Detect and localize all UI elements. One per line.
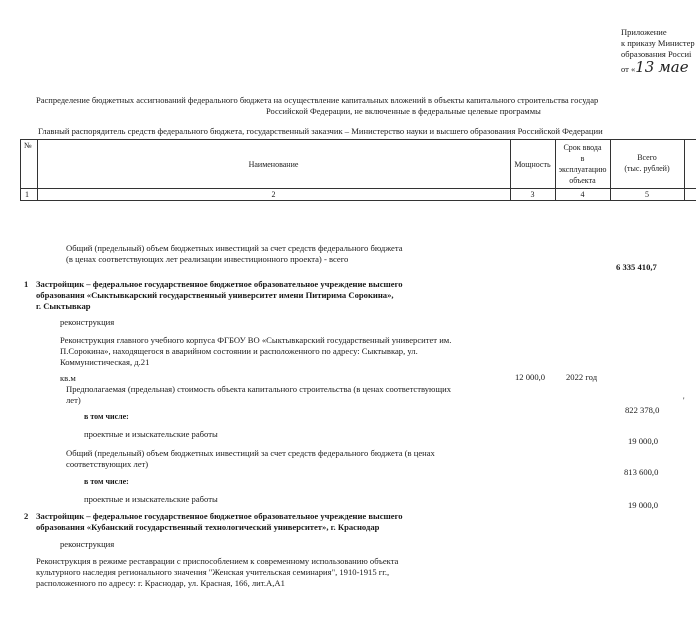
col-name-header: Наименование <box>248 160 299 169</box>
appendix-date <box>621 58 689 76</box>
col-index-1: 1 <box>25 190 29 199</box>
item-1-cost-mark: ' <box>683 395 685 405</box>
col-index-3: 3 <box>530 190 535 199</box>
col-total-header-1: Всего <box>637 153 657 162</box>
item-1-developer-line-2: образования «Сыктывкарский государственный университет имени Питирима Сорокина», <box>36 290 394 300</box>
item-2-object-line-2: культурного наследия регионального значения "Женская учительская семинария", 1910-1915 гг., <box>36 567 390 577</box>
item-2-kind: реконструкция <box>60 539 115 549</box>
item-1-unit: кв.м <box>60 373 76 383</box>
summary-total-value: 6 335 410,7 <box>616 262 657 272</box>
chief-distributor: Главный распорядитель средств федерального бюджета, государственный заказчик – Министерство науки и высшего образования Российской Федерации <box>38 126 603 136</box>
item-2-number: 2 <box>24 511 29 521</box>
col-index-5: 5 <box>645 190 649 199</box>
col-power-header: Мощность <box>514 160 551 169</box>
item-1-number: 1 <box>24 279 29 289</box>
summary-line-1: Общий (предельный) объем бюджетных инвестиций за счет средств федерального бюджета <box>66 243 403 253</box>
item-1-design-label-2: проектные и изыскательские работы <box>84 494 218 504</box>
appendix-month: мае <box>658 58 689 76</box>
item-1-design-label: проектные и изыскательские работы <box>84 429 218 439</box>
item-2-object-line-1: Реконструкция в режиме реставрации с приспособлением к современному использованию объекта <box>36 556 399 566</box>
appendix-date-prefix: от « <box>621 64 636 74</box>
item-2-developer-line-2: образования «Кубанский государственный технологический университет», г. Краснодар <box>36 522 380 532</box>
item-1-investment-value: 813 600,0 <box>624 467 659 477</box>
item-1-object-line-2: П.Сорокина», находящегося в аварийном состоянии и расположенного по адресу: Сыктывкар, ул. <box>60 346 418 356</box>
appendix-line-1: Приложение <box>621 27 667 37</box>
item-1-object-line-3: Коммунистическая, д.21 <box>60 357 150 367</box>
item-2-object-line-3: расположенного по адресу: г. Краснодар, ул. Красная, 166, лит.А,А1 <box>36 578 285 588</box>
appendix-day: 13 <box>635 58 655 76</box>
col-index-4: 4 <box>580 190 585 199</box>
item-2-developer-line-1: Застройщик – федеральное государственное бюджетное образовательное учреждение высшего <box>36 511 403 521</box>
summary-line-2: (в ценах соответствующих лет реализации инвестиционного проекта) - всего <box>66 254 349 264</box>
item-1-design-value: 19 000,0 <box>628 436 659 446</box>
document-title-line-2: Российской Федерации, не включенные в федеральные целевые программы <box>266 106 541 116</box>
item-1-object-line-1: Реконструкция главного учебного корпуса ФГБОУ ВО «Сыктывкарский государственный университет им. <box>60 335 452 345</box>
col-term-header-1: Срок ввода <box>563 143 602 152</box>
col-number-header: № <box>24 141 32 150</box>
col-term-header-2: в <box>580 154 585 163</box>
item-1-investment-line-1: Общий (предельный) объем бюджетных инвестиций за счет средств федерального бюджета (в ценах <box>66 448 435 458</box>
col-total-header-2: (тыс. рублей) <box>624 164 670 173</box>
document-title-line-1: Распределение бюджетных ассигнований федерального бюджета на осуществление капитальных вложений в объекты капитального строительства государ <box>36 95 599 105</box>
item-1-investment-line-2: соответствующих лет) <box>66 459 149 469</box>
col-index-2: 2 <box>271 190 276 199</box>
appendix-line-3: образования Россиі <box>621 49 692 59</box>
item-1-power: 12 000,0 <box>515 372 546 382</box>
item-1-developer-line-3: г. Сыктывкар <box>36 301 91 311</box>
item-1-design-value-2: 19 000,0 <box>628 500 659 510</box>
item-1-including-label-2: в том числе: <box>84 477 129 486</box>
item-1-cost-line-1: Предполагаемая (предельная) стоимость объекта капитального строительства (в ценах соответствующих <box>66 384 451 394</box>
item-1-developer-line-1: Застройщик – федеральное государственное бюджетное образовательное учреждение высшего <box>36 279 403 289</box>
item-1-cost-value: 822 378,0 <box>625 405 660 415</box>
item-1-including-label: в том числе: <box>84 412 129 421</box>
col-term-header-3: эксплуатацию <box>558 165 607 174</box>
item-1-kind: реконструкция <box>60 317 115 327</box>
col-term-header-4: объекта <box>569 176 596 185</box>
item-1-year: 2022 год <box>566 372 598 382</box>
appendix-line-2: к приказу Министер <box>621 38 695 48</box>
item-1-cost-line-2: лет) <box>66 395 81 405</box>
